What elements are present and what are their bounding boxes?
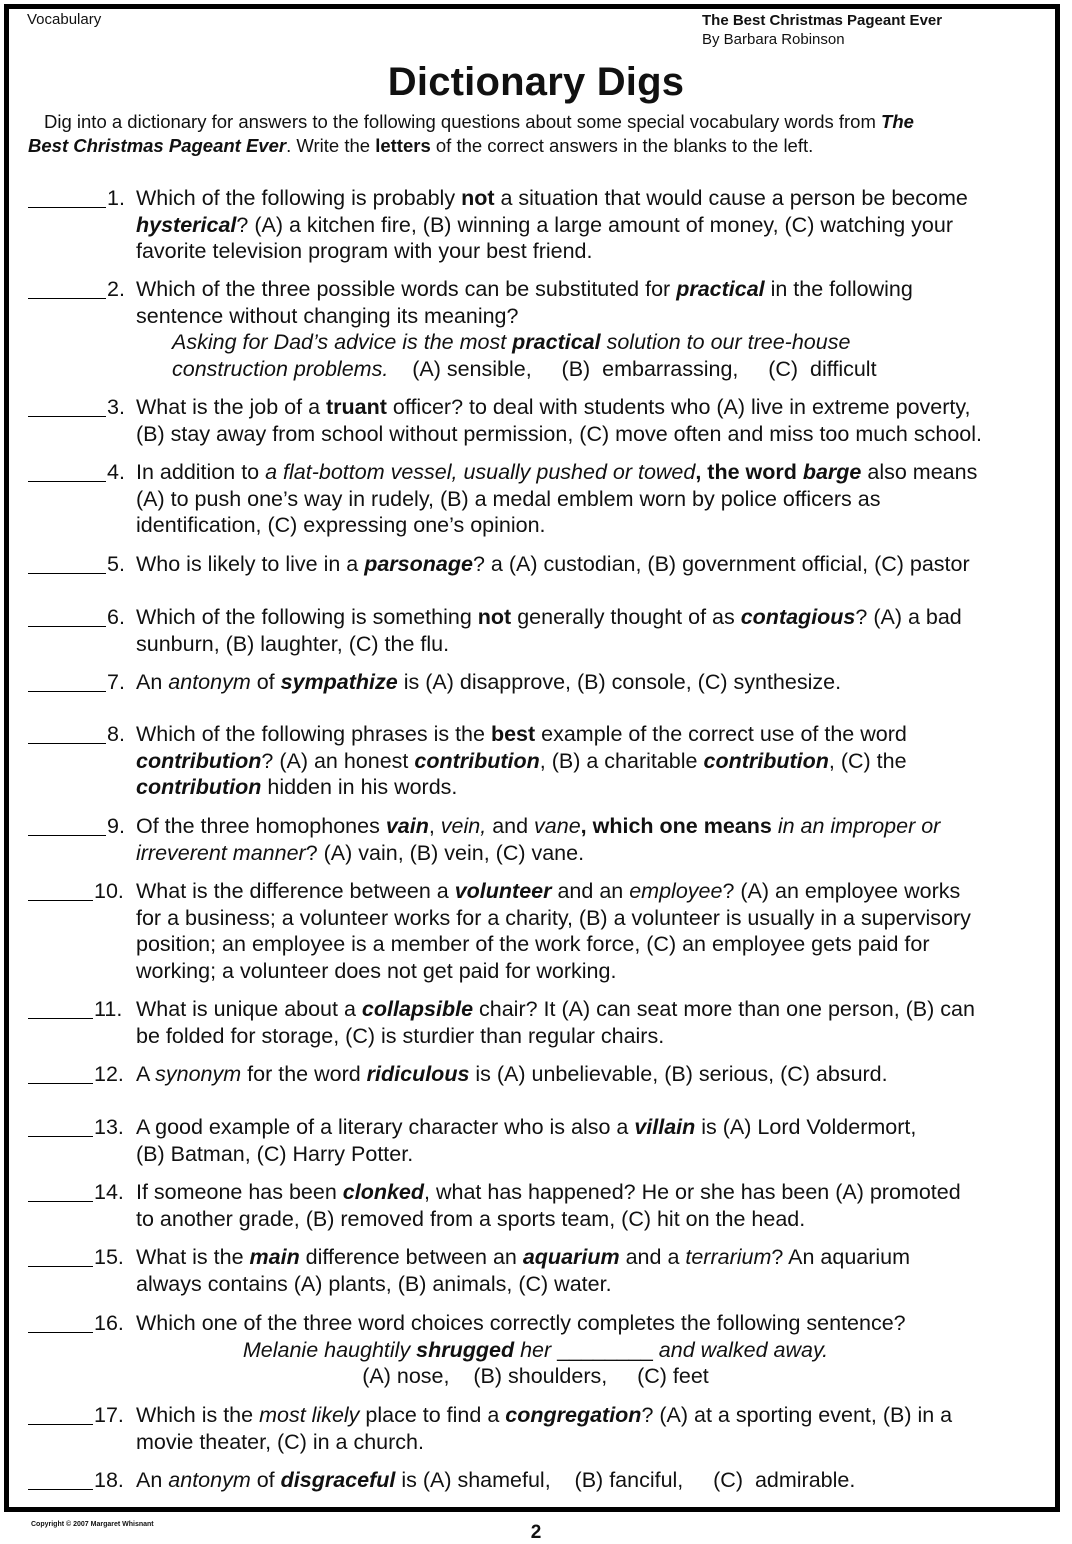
answer-blank-18[interactable] — [28, 1467, 93, 1490]
answer-blank-15[interactable] — [28, 1244, 93, 1267]
question-17: 17. Which is the most likely place to find a congregation? (A) at a sporting event, (B) in a movie theater, (C) in a church. — [28, 1402, 1043, 1455]
question-5: 5. Who is likely to live in a parsonage? a (A) custodian, (B) government official, (C) pastor — [28, 551, 1043, 578]
question-2: 2. Which of the three possible words can be substituted for practical in the following sentence without changing its meaning? Asking for Dad’s advice is the most practical solution to our tree-house construction problems. (A) sensible, (B) embarrassing, (C) difficult — [28, 276, 1043, 382]
question-3: 3. What is the job of a truant officer? to deal with students who (A) live in extreme poverty, (B) stay away from school without permission, (C) move often and miss too much school. — [28, 394, 1043, 447]
book-header — [702, 11, 942, 49]
answer-blank-7[interactable] — [28, 669, 106, 692]
instructions: Dig into a dictionary for answers to the following questions about some special vocabulary words from The Best Christmas Pageant Ever. Write the letters of the correct answers in the blanks to the left. — [28, 111, 914, 156]
answer-blank-17[interactable] — [28, 1402, 93, 1425]
book-title: The Best Christmas Pageant Ever — [702, 12, 943, 29]
question-16: 16. Which one of the three word choices correctly completes the following sentence? Melanie haughtily shrugged her ________ and walked away. (A) nose, (B) shoulders, (C) feet — [28, 1310, 1043, 1390]
question-4: 4. In addition to a flat-bottom vessel, usually pushed or towed, the word barge also means (A) to push one’s way in rudely, (B) a medal emblem worn by police officers as identification, (C) expressing one’s opinion. — [28, 459, 1043, 539]
answer-blank-8[interactable] — [28, 721, 106, 744]
question-10: 10. What is the difference between a volunteer and an employee? (A) an employee works for a business; a volunteer works for a charity, (B) a volunteer is usually in a supervisory position; an employee is a member of the work force, (C) an employee gets paid for working; a volunteer does not get paid for working. — [28, 878, 1043, 984]
answer-blank-9[interactable] — [28, 813, 106, 836]
answer-blank-5[interactable] — [28, 551, 106, 574]
question-11: 11. What is unique about a collapsible chair? It (A) can seat more than one person, (B) can be folded for storage, (C) is sturdier than regular chairs. — [28, 996, 1043, 1049]
answer-blank-13[interactable] — [28, 1114, 93, 1137]
question-13: 13. A good example of a literary character who is also a villain is (A) Lord Voldermort, (B) Batman, (C) Harry Potter. — [28, 1114, 1043, 1167]
answer-blank-2[interactable] — [28, 276, 106, 299]
answer-blank-11[interactable] — [28, 996, 93, 1019]
page-title: Dictionary Digs — [387, 60, 685, 104]
question-18: 18. An antonym of disgraceful is (A) shameful, (B) fanciful, (C) admirable. — [28, 1467, 1043, 1494]
answer-blank-1[interactable] — [28, 185, 106, 208]
question-9: 9. Of the three homophones vain, vein, and vane, which one means in an improper or irreverent manner? (A) vain, (B) vein, (C) vane. — [28, 813, 1043, 866]
answer-blank-14[interactable] — [28, 1179, 93, 1202]
question-7: 7. An antonym of sympathize is (A) disapprove, (B) console, (C) synthesize. — [28, 669, 1043, 696]
question-6: 6. Which of the following is something not generally thought of as contagious? (A) a bad sunburn, (B) laughter, (C) the flu. — [28, 604, 1043, 657]
answer-blank-12[interactable] — [28, 1061, 93, 1084]
question-1: 1. Which of the following is probably not a situation that would cause a person be become hysterical? (A) a kitchen fire, (B) winning a large amount of money, (C) watching your favorite television program with your best friend. — [28, 185, 1043, 265]
answer-blank-6[interactable] — [28, 604, 106, 627]
answer-blank-10[interactable] — [28, 878, 93, 901]
page-number: 2 — [530, 1522, 542, 1543]
subject-label: Vocabulary — [27, 11, 102, 28]
question-14: 14. If someone has been clonked, what has happened? He or she has been (A) promoted to another grade, (B) removed from a sports team, (C) hit on the head. — [28, 1179, 1043, 1232]
book-author: By Barbara Robinson — [702, 31, 845, 48]
answer-blank-3[interactable] — [28, 394, 106, 417]
question-8: 8. Which of the following phrases is the best example of the correct use of the word contribution? (A) an honest contribution, (B) a charitable contribution, (C) the contribution hidden in his words. — [28, 721, 1043, 801]
answer-blank-4[interactable] — [28, 459, 106, 482]
answer-blank-16[interactable] — [28, 1310, 93, 1333]
question-15: 15. What is the main difference between an aquarium and a terrarium? An aquarium always contains (A) plants, (B) animals, (C) water. — [28, 1244, 1043, 1297]
question-12: 12. A synonym for the word ridiculous is (A) unbelievable, (B) serious, (C) absurd. — [28, 1061, 1043, 1088]
copyright-notice: Copyright © 2007 Margaret Whisnant — [31, 1521, 154, 1528]
